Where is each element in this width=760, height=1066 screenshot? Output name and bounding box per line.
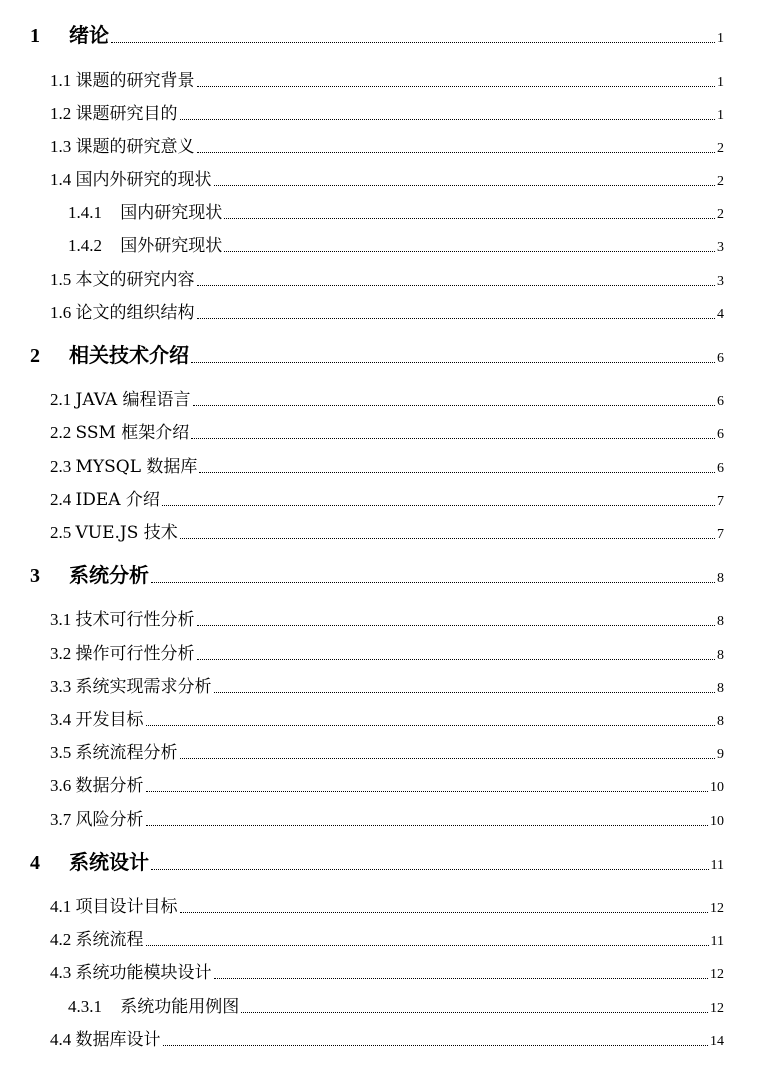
dot-leader — [146, 724, 716, 726]
toc-entry-label — [50, 491, 160, 509]
toc-entry[interactable] — [30, 560, 724, 586]
toc-entry-label — [50, 744, 178, 762]
toc-entry[interactable] — [30, 340, 724, 366]
toc-entry-label — [50, 964, 212, 982]
dot-leader — [146, 790, 709, 792]
toc-entry[interactable] — [50, 670, 724, 696]
toc-entry-page-number: 3 — [717, 274, 724, 289]
toc-entry-label — [50, 424, 189, 442]
toc-entry[interactable] — [50, 450, 724, 476]
toc-entry-page-number: 1 — [717, 75, 724, 90]
toc-entry-title: 操作可行性分析 — [75, 644, 195, 664]
toc-entry-page-number: 6 — [717, 351, 724, 366]
toc-entry-page-number: 11 — [710, 934, 724, 949]
toc-entry-title: 系统流程 — [75, 930, 144, 950]
toc-entry-label — [50, 271, 195, 289]
toc-entry-number: 3.5 — [50, 743, 72, 762]
toc-entry-label — [50, 611, 195, 629]
toc-entry-label — [30, 25, 109, 46]
dot-leader — [180, 118, 716, 120]
toc-entry[interactable] — [30, 20, 724, 46]
toc-entry-title: VUE.JS 技术 — [75, 523, 178, 543]
toc-entry-title: 项目设计目标 — [75, 897, 178, 917]
toc-entry[interactable] — [50, 736, 724, 762]
dot-leader — [224, 217, 715, 219]
toc-entry-title: 绪论 — [69, 23, 109, 47]
toc-entry-title: 系统流程分析 — [75, 743, 178, 763]
toc-entry[interactable] — [50, 923, 724, 949]
toc-entry-page-number: 2 — [717, 174, 724, 189]
dot-leader — [224, 250, 715, 252]
toc-entry-page-number: 8 — [717, 714, 724, 729]
toc-entry-number: 3.7 — [50, 810, 72, 829]
toc-entry[interactable] — [50, 416, 724, 442]
toc-entry-page-number: 1 — [717, 31, 724, 46]
toc-entry-label — [50, 105, 178, 123]
toc-entry-title: JAVA 编程语言 — [75, 390, 191, 410]
dot-leader — [197, 151, 716, 153]
dot-leader — [199, 471, 715, 473]
toc-entry[interactable] — [50, 703, 724, 729]
toc-entry-label — [30, 345, 189, 366]
toc-entry-label — [50, 458, 197, 476]
toc-entry-title: SSM 框架介绍 — [75, 423, 190, 443]
toc-entry-number: 3.4 — [50, 710, 72, 729]
toc-entry[interactable] — [50, 769, 724, 795]
toc-entry[interactable] — [68, 229, 724, 255]
toc-entry-number: 4.3.1 — [68, 997, 102, 1016]
toc-entry-number: 3.6 — [50, 776, 72, 795]
toc-entry-title: 系统功能用例图 — [120, 997, 240, 1017]
toc-entry-label — [50, 524, 178, 542]
toc-entry-page-number: 6 — [717, 427, 724, 442]
toc-entry-number: 2.2 — [50, 423, 72, 442]
toc-entry-page-number: 12 — [710, 901, 724, 916]
toc-entry-page-number: 12 — [710, 1001, 724, 1016]
toc-entry[interactable] — [50, 803, 724, 829]
toc-entry-page-number: 6 — [717, 394, 724, 409]
toc-entry-title: 系统功能模块设计 — [75, 963, 212, 983]
toc-entry-page-number: 12 — [710, 967, 724, 982]
toc-entry-label — [50, 931, 144, 949]
dot-leader — [197, 317, 716, 319]
toc-entry-number: 1.5 — [50, 270, 72, 289]
toc-entry-title: 数据分析 — [75, 776, 144, 796]
dot-leader — [163, 1044, 709, 1046]
toc-entry-page-number: 9 — [717, 747, 724, 762]
dot-leader — [241, 1011, 708, 1013]
toc-entry-label — [50, 777, 144, 795]
toc-entry-page-number: 3 — [717, 240, 724, 255]
toc-entry-page-number: 4 — [717, 307, 724, 322]
toc-entry[interactable] — [68, 990, 724, 1016]
toc-entry-number: 1.1 — [50, 71, 72, 90]
toc-entry-number: 4.2 — [50, 930, 72, 949]
toc-entry-title: 国外研究现状 — [120, 236, 223, 256]
toc-entry-page-number: 6 — [717, 461, 724, 476]
dot-leader — [151, 581, 715, 583]
toc-entry-title: 课题的研究背景 — [75, 71, 195, 91]
dot-leader — [180, 757, 716, 759]
toc-entry[interactable] — [50, 890, 724, 916]
toc-entry-number: 1.3 — [50, 137, 72, 156]
toc-entry[interactable] — [50, 97, 724, 123]
dot-leader — [180, 537, 715, 539]
toc-entry-label — [30, 852, 149, 873]
toc-entry-number: 2.5 — [50, 523, 72, 542]
toc-entry-label — [50, 1031, 161, 1049]
toc-entry-number: 1.4.2 — [68, 236, 102, 255]
toc-entry-page-number: 8 — [717, 681, 724, 696]
toc-entry-title: 风险分析 — [75, 810, 144, 830]
dot-leader — [197, 85, 716, 87]
dot-leader — [214, 977, 709, 979]
toc-entry[interactable] — [50, 296, 724, 322]
toc-entry-page-number: 7 — [717, 527, 724, 542]
toc-entry[interactable] — [50, 603, 724, 629]
toc-entry-label — [50, 138, 195, 156]
toc-entry-number: 2.4 — [50, 490, 72, 509]
toc-entry-number: 3.2 — [50, 644, 72, 663]
toc-entry-label — [50, 171, 212, 189]
toc-entry-label — [30, 565, 149, 586]
toc-entry[interactable] — [50, 1023, 724, 1049]
toc-entry-page-number: 8 — [717, 648, 724, 663]
dot-leader — [214, 691, 716, 693]
toc-entry-title: 技术可行性分析 — [75, 610, 195, 630]
dot-leader — [193, 404, 715, 406]
toc-entry-number: 1.4 — [50, 170, 72, 189]
toc-entry-number: 4.4 — [50, 1030, 72, 1049]
toc-entry-title: 开发目标 — [75, 710, 144, 730]
toc-entry-page-number: 8 — [717, 614, 724, 629]
toc-entry[interactable] — [50, 163, 724, 189]
toc-entry[interactable] — [50, 483, 724, 509]
toc-entry-label — [68, 998, 239, 1016]
toc-entry-label — [50, 304, 195, 322]
dot-leader — [191, 361, 715, 363]
toc-entry-number: 2.1 — [50, 390, 72, 409]
dot-leader — [214, 184, 716, 186]
toc-entry-title: 国内研究现状 — [120, 203, 223, 223]
toc-entry-number: 1.6 — [50, 303, 72, 322]
dot-leader — [191, 437, 715, 439]
toc-entry-number: 1.2 — [50, 104, 72, 123]
toc-entry-label — [50, 811, 144, 829]
toc-entry-page-number: 14 — [710, 1034, 724, 1049]
dot-leader — [151, 868, 709, 870]
toc-entry[interactable] — [30, 847, 724, 873]
toc-entry-title: 论文的组织结构 — [75, 303, 195, 323]
toc-entry-number: 4.1 — [50, 897, 72, 916]
toc-entry[interactable] — [50, 516, 724, 542]
toc-entry[interactable] — [68, 196, 724, 222]
toc-entry-label — [50, 645, 195, 663]
toc-entry-title: 本文的研究内容 — [75, 270, 195, 290]
toc-entry-number: 2 — [30, 345, 40, 367]
toc-entry-title: 系统分析 — [69, 563, 149, 587]
toc-entry-number: 1 — [30, 25, 40, 47]
toc-entry-number: 3 — [30, 565, 40, 587]
toc-entry-label — [50, 711, 144, 729]
toc-entry[interactable] — [50, 383, 724, 409]
toc-entry-number: 4 — [30, 852, 40, 874]
toc-entry-label — [50, 898, 178, 916]
toc-entry[interactable] — [50, 130, 724, 156]
toc-entry-page-number: 1 — [717, 108, 724, 123]
toc-entry-page-number: 8 — [717, 571, 724, 586]
toc-entry-label — [68, 204, 222, 222]
toc-entry[interactable] — [50, 64, 724, 90]
toc-entry-label — [50, 72, 195, 90]
dot-leader — [146, 824, 709, 826]
toc-entry-number: 2.3 — [50, 457, 72, 476]
toc-entry-page-number: 10 — [710, 814, 724, 829]
dot-leader — [146, 944, 709, 946]
toc-entry[interactable] — [50, 637, 724, 663]
toc-entry-title: IDEA 介绍 — [75, 490, 160, 510]
toc-entry-number: 4.3 — [50, 963, 72, 982]
toc-entry[interactable] — [50, 956, 724, 982]
toc-entry-title: 系统设计 — [69, 850, 149, 874]
toc-entry-label — [50, 391, 191, 409]
toc-entry-page-number: 11 — [710, 858, 724, 873]
toc-entry-title: MYSQL 数据库 — [75, 457, 198, 477]
toc-entry-title: 系统实现需求分析 — [75, 677, 212, 697]
dot-leader — [162, 504, 715, 506]
toc-entry-title: 课题研究目的 — [75, 104, 178, 124]
toc-entry-label — [68, 237, 222, 255]
toc-entry-page-number: 2 — [717, 207, 724, 222]
toc-entry-title: 国内外研究的现状 — [75, 170, 212, 190]
toc-entry-page-number: 7 — [717, 494, 724, 509]
toc-entry-number: 3.3 — [50, 677, 72, 696]
toc-entry-label — [50, 678, 212, 696]
toc-entry-page-number: 2 — [717, 141, 724, 156]
toc-entry-title: 相关技术介绍 — [69, 343, 189, 367]
toc-entry-title: 课题的研究意义 — [75, 137, 195, 157]
toc-entry-number: 1.4.1 — [68, 203, 102, 222]
dot-leader — [197, 658, 716, 660]
toc-entry-page-number: 10 — [710, 780, 724, 795]
toc-entry-number: 3.1 — [50, 610, 72, 629]
toc-entry-title: 数据库设计 — [75, 1030, 161, 1050]
dot-leader — [180, 911, 709, 913]
toc-entry[interactable] — [50, 263, 724, 289]
dot-leader — [197, 624, 716, 626]
dot-leader — [111, 41, 715, 43]
dot-leader — [197, 284, 716, 286]
